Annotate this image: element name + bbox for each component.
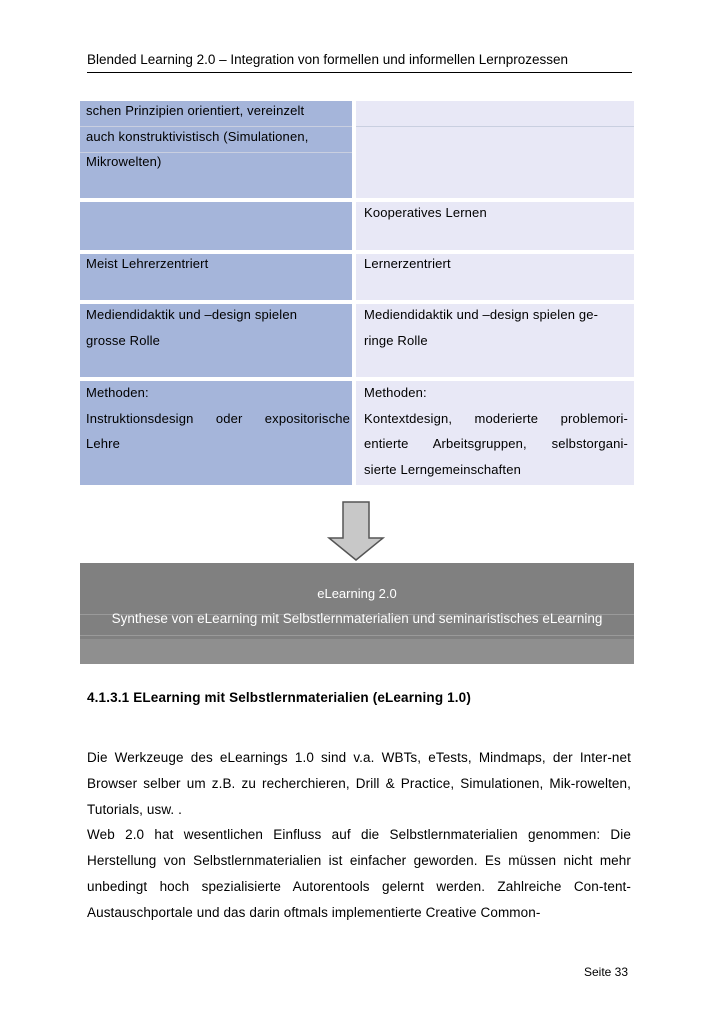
- cell-line: Meist Lehrerzentriert: [86, 256, 209, 271]
- cell-line: Mediendidaktik und –design spielen: [86, 307, 298, 322]
- divider: [80, 635, 634, 636]
- line-rule: [356, 126, 634, 127]
- cell-line: grosse Rolle: [86, 332, 161, 348]
- row-gap: [356, 377, 634, 381]
- running-header: Blended Learning 2.0 – Integration von formellen und informellen Lernprozessen: [87, 52, 632, 73]
- cell-line: entierte Arbeitsgruppen, selbstorgani-: [364, 436, 628, 451]
- synthesis-title: eLearning 2.0: [317, 586, 397, 601]
- cell-line: Methoden:: [364, 385, 427, 400]
- table-cell-right: [364, 200, 628, 226]
- line-rule: [80, 152, 352, 153]
- comparison-table: [80, 101, 634, 485]
- cell-line: sierte Lerngemeinschaften: [364, 461, 521, 477]
- left-column: [80, 101, 352, 485]
- table-cell-left: [86, 98, 350, 175]
- row-gap: [80, 377, 352, 381]
- table-cell-right: [364, 380, 628, 482]
- synthesis-bottom-strip: [80, 639, 634, 664]
- down-arrow-icon: [326, 500, 386, 562]
- table-cell-left: [86, 380, 350, 457]
- row-gap: [356, 250, 634, 254]
- cell-line: Methoden:: [86, 385, 149, 400]
- cell-line: auch konstruktivistisch (Simulationen,: [86, 128, 309, 144]
- cell-line: Mikrowelten): [86, 154, 162, 169]
- cell-line: Instruktionsdesign oder expositorische: [86, 410, 350, 426]
- line-rule: [80, 126, 352, 127]
- body-paragraph: Die Werkzeuge des eLearnings 1.0 sind v.a. WBTs, eTests, Mindmaps, der Inter-net Browser selber um z.B. zu recherchieren, Drill & Practice, Simulationen, Mik-rowelten, Tutorials, usw. .: [87, 750, 631, 817]
- body-paragraph: Web 2.0 hat wesentlichen Einfluss auf die Selbstlernmaterialien genommen: Die Herstellung von Selbstlernmaterialien ist einfacher geworden. Es müssen nicht mehr unbedingt hoch spezialisierte Autorentools gelernt werden. Zahlreiche Con-tent-Austauschportale und das darin oftmals implementierte Creative Common-: [87, 827, 631, 920]
- cell-line: schen Prinzipien orientiert, vereinzelt: [86, 103, 305, 118]
- synthesis-box: [80, 563, 634, 664]
- synthesis-subtitle: Synthese von eLearning mit Selbstlernmaterialien und seminaristisches eLearning: [111, 611, 603, 626]
- table-cell-left: [86, 251, 350, 277]
- cell-line: Mediendidaktik und –design spielen ge-: [364, 307, 599, 322]
- section-heading: 4.1.3.1 ELearning mit Selbstlernmaterialien (eLearning 1.0): [87, 690, 471, 705]
- cell-line: Kontextdesign, moderierte problemori-: [364, 410, 628, 426]
- cell-line: Lehre: [86, 436, 120, 451]
- table-cell-right: [364, 302, 628, 353]
- row-gap: [356, 300, 634, 304]
- cell-line: ringe Rolle: [364, 332, 428, 348]
- right-column: [356, 101, 634, 485]
- row-gap: [356, 198, 634, 202]
- cell-line: Kooperatives Lernen: [364, 205, 487, 220]
- row-gap: [80, 198, 352, 202]
- page-number: Seite 33: [584, 965, 629, 979]
- table-cell-left: [86, 302, 350, 353]
- table-cell-right: [364, 251, 628, 277]
- row-gap: [80, 250, 352, 254]
- cell-line: Lernerzentriert: [364, 256, 451, 271]
- row-gap: [80, 300, 352, 304]
